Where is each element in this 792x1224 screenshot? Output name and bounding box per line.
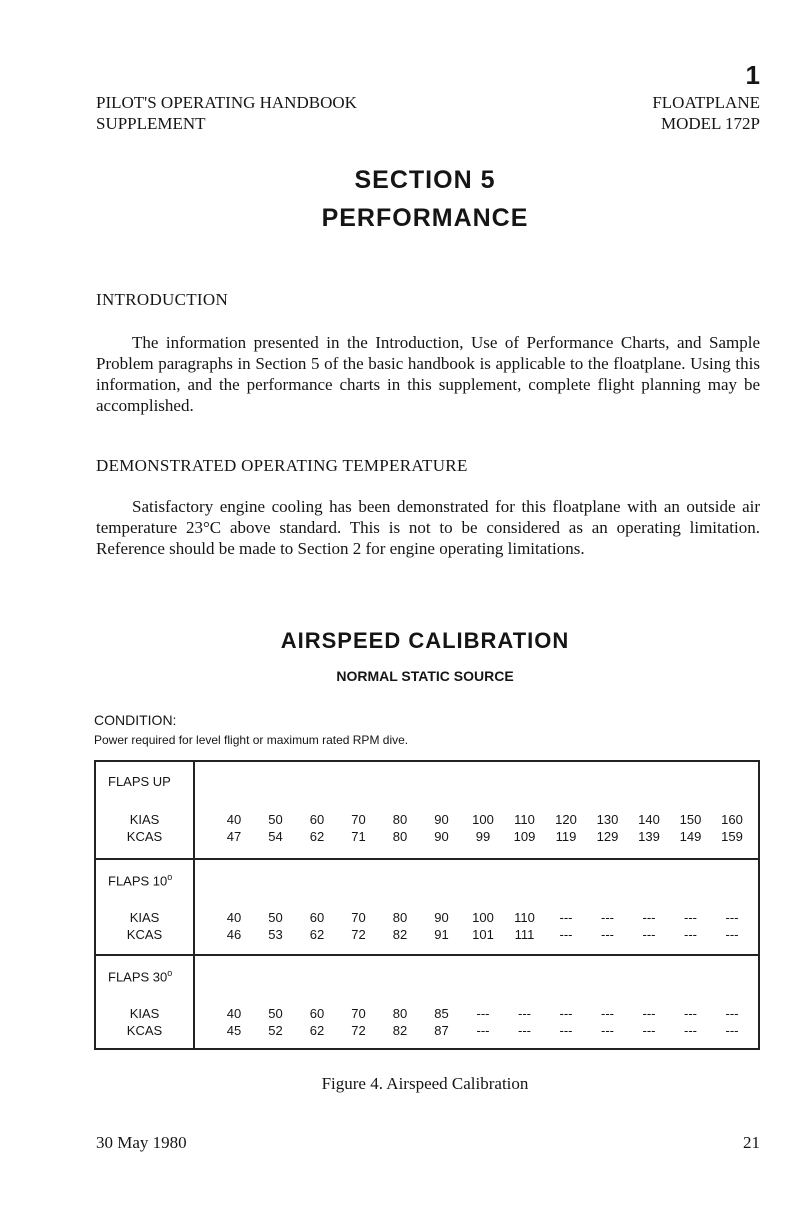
row-label-kias: KIAS (129, 910, 160, 925)
introduction-heading: INTRODUCTION (96, 290, 229, 309)
table-cell: 71 (351, 829, 366, 844)
footer-date: 30 May 1980 (96, 1133, 187, 1152)
table-cell: 150 (679, 812, 702, 827)
section-number: 1 (745, 60, 760, 90)
table-cell: 90 (434, 910, 449, 925)
table-cell: --- (642, 1023, 656, 1038)
table-cell: 110 (514, 910, 535, 925)
table-row (214, 910, 744, 927)
degree-symbol: o (167, 872, 173, 882)
table-cell: --- (725, 910, 739, 925)
aircraft-type: FLOATPLANE (652, 93, 760, 112)
table-cell: --- (642, 927, 656, 942)
table-cell: 40 (226, 1006, 242, 1021)
table-cell: 80 (392, 829, 408, 844)
table-cell: 50 (268, 910, 283, 925)
table-cell: --- (684, 1006, 697, 1021)
table-cell: 90 (434, 812, 449, 827)
degree-symbol: o (167, 968, 173, 978)
table-cell: 100 (472, 812, 494, 827)
header-right (652, 92, 760, 134)
table-cell: --- (684, 910, 697, 925)
table-cell: 52 (268, 1023, 283, 1038)
temperature-paragraph: Satisfactory engine cooling has been demonstrated for this floatplane with an outside air temperature 23°C above standard. This is not to be considered as an operating limitation. Reference should be made to Section 2 for engine operating limitations. (96, 497, 760, 558)
table-cell: --- (601, 1023, 614, 1038)
table-row (214, 829, 744, 846)
table-cell: --- (601, 1006, 614, 1021)
condition-label: CONDITION: (94, 712, 177, 728)
table-cell: 50 (268, 1006, 283, 1021)
table-cell: 111 (514, 927, 535, 942)
temperature-heading: DEMONSTRATED OPERATING TEMPERATURE (96, 456, 468, 475)
table-cell: 130 (596, 812, 619, 827)
table-block-2 (96, 954, 758, 1050)
table-cell: 70 (351, 910, 366, 925)
table-block-1 (96, 858, 758, 956)
table-cell: 62 (309, 927, 325, 942)
table-cell: 140 (638, 812, 660, 827)
flap-setting-label (108, 872, 172, 888)
table-block-0 (96, 762, 758, 858)
table-cell: 87 (434, 1023, 449, 1038)
table-cell: 82 (392, 1023, 408, 1038)
table-cell: --- (476, 1006, 490, 1021)
table-cell: 70 (351, 1006, 366, 1021)
table-cell: 90 (434, 829, 449, 844)
airspeed-calibration-table (94, 760, 760, 1050)
table-cell: 80 (392, 1006, 408, 1021)
table-cell: 50 (268, 812, 283, 827)
page-number: 21 (743, 1133, 760, 1152)
table-cell: --- (601, 927, 614, 942)
table-cell: --- (518, 1023, 531, 1038)
figure-caption: Figure 4. Airspeed Calibration (321, 1074, 529, 1093)
flap-setting-label (108, 774, 171, 789)
handbook-subtitle: SUPPLEMENT (96, 114, 206, 133)
condition-text: Power required for level flight or maximum rated RPM dive. (94, 733, 409, 747)
table-cell: --- (559, 910, 573, 925)
table-cell: 60 (309, 812, 325, 827)
row-label-kias: KIAS (129, 1006, 160, 1021)
table-cell: 109 (513, 829, 536, 844)
table-cell: --- (642, 1006, 656, 1021)
table-cell: 82 (392, 927, 408, 942)
table-cell: 129 (596, 829, 619, 844)
table-cell: 119 (555, 829, 577, 844)
aircraft-model: MODEL 172P (660, 114, 760, 133)
table-cell: --- (642, 910, 656, 925)
table-row (214, 927, 744, 944)
row-label-kcas: KCAS (126, 829, 163, 844)
table-cell: 85 (434, 1006, 449, 1021)
row-label-kcas: KCAS (126, 927, 163, 942)
table-cell: 72 (351, 1023, 366, 1038)
table-cell: 149 (679, 829, 702, 844)
table-cell: 99 (475, 829, 491, 844)
table-cell: 72 (351, 927, 366, 942)
table-cell: --- (518, 1006, 531, 1021)
flap-setting-text: FLAPS UP (108, 774, 171, 789)
table-cell: 101 (472, 927, 494, 942)
table-row (214, 1006, 744, 1023)
section-title: SECTION 5 (354, 166, 496, 194)
chart-title: AIRSPEED CALIBRATION (280, 628, 570, 653)
row-label-kcas: KCAS (126, 1023, 163, 1038)
flap-setting-text: FLAPS 30 (108, 969, 168, 985)
table-cell: 60 (309, 1006, 325, 1021)
table-cell: --- (684, 1023, 697, 1038)
table-cell: 47 (226, 829, 242, 844)
table-cell: 46 (226, 927, 242, 942)
table-row (214, 1023, 744, 1040)
table-cell: 100 (472, 910, 494, 925)
table-cell: 159 (721, 829, 743, 844)
table-cell: --- (476, 1023, 490, 1038)
table-cell: 40 (226, 910, 242, 925)
table-cell: --- (559, 1006, 573, 1021)
table-cell: 80 (392, 812, 408, 827)
table-cell: 60 (309, 910, 325, 925)
table-cell: --- (725, 1006, 739, 1021)
table-cell: 40 (226, 812, 242, 827)
table-cell: 54 (268, 829, 283, 844)
table-cell: 91 (434, 927, 449, 942)
introduction-paragraph: The information presented in the Introduction, Use of Performance Charts, and Sample Problem paragraphs in Section 5 of the basic handbook is applicable to the floatplane. Using this information, and the performance charts in this supplement, complete flight planning may be accomplished. (96, 333, 760, 415)
chart-subtitle: NORMAL STATIC SOURCE (336, 668, 514, 684)
row-label-kias: KIAS (129, 812, 160, 827)
handbook-title: PILOT'S OPERATING HANDBOOK (96, 93, 357, 112)
table-cell: --- (725, 927, 739, 942)
table-cell: 62 (309, 1023, 325, 1038)
section-subtitle: PERFORMANCE (321, 204, 529, 232)
table-cell: 45 (226, 1023, 242, 1038)
table-cell: 70 (351, 812, 366, 827)
flap-setting-label (108, 968, 172, 984)
table-cell: 160 (721, 812, 743, 827)
table-cell: --- (559, 927, 573, 942)
table-cell: --- (559, 1023, 573, 1038)
table-cell: 139 (638, 829, 660, 844)
flap-setting-text: FLAPS 10 (108, 873, 168, 889)
table-row (214, 812, 744, 829)
table-cell: 110 (514, 812, 535, 827)
table-cell: 80 (392, 910, 408, 925)
table-cell: 53 (268, 927, 283, 942)
table-cell: --- (725, 1023, 739, 1038)
header-left (96, 92, 357, 134)
table-cell: --- (684, 927, 697, 942)
table-cell: --- (601, 910, 614, 925)
table-cell: 62 (309, 829, 325, 844)
table-cell: 120 (555, 812, 577, 827)
